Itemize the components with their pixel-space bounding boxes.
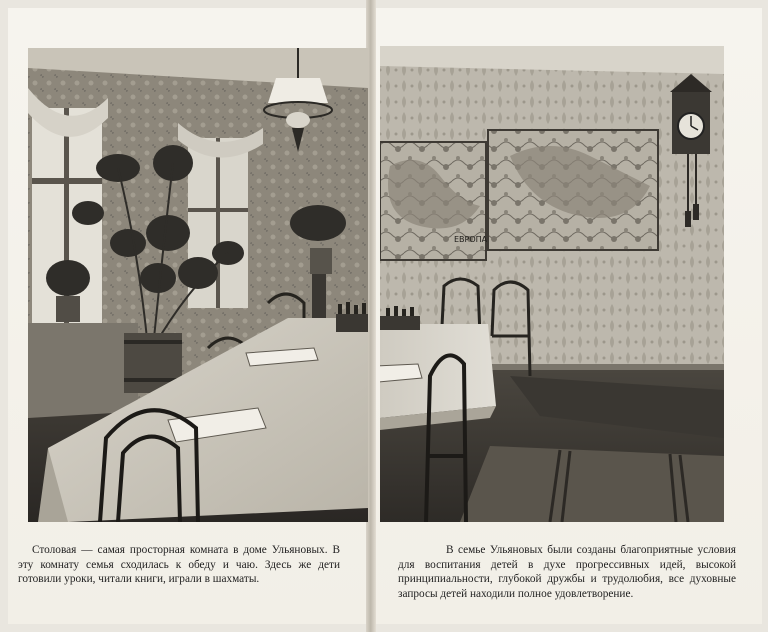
left-caption: Столовая — самая просторная комната в доме Ульяновых. В эту комнату семья сходилась к обеду и чаю. Здесь же дети готовили уроки, читали книги, играли в шахматы. [18, 544, 340, 586]
dining-room-photo [28, 48, 368, 522]
map-label: ЕВРОПА [454, 235, 488, 244]
maps-room-photo [380, 46, 724, 522]
right-caption: В семье Ульяновых были созданы благоприятные условия для воспитания детей в духе прогрессивных идей, высокой принципиальности, глубокой дружбы и трудолюбия, все духовные запросы детей находили полное удовлетворение. [398, 544, 736, 600]
